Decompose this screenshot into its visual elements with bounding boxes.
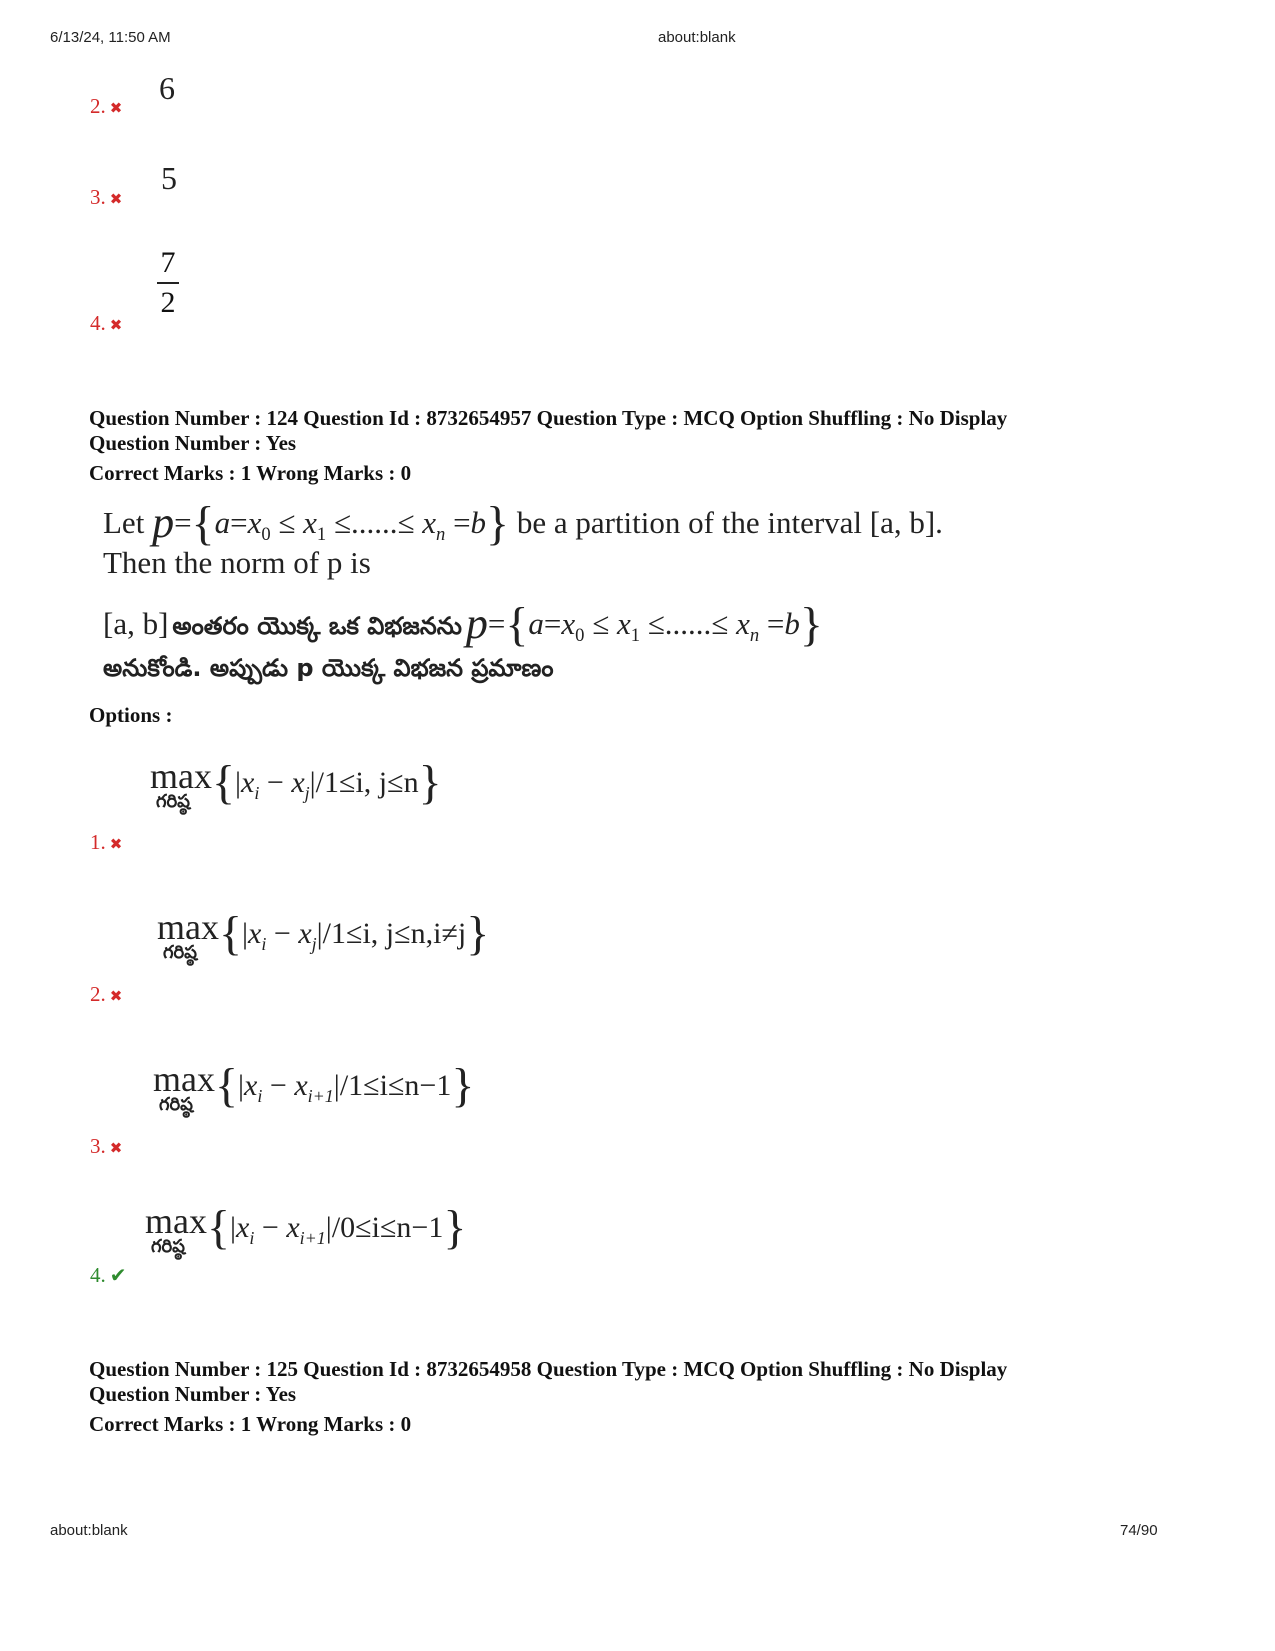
option-number: 2. <box>90 982 106 1006</box>
print-datetime: 6/13/24, 11:50 AM <box>50 29 171 46</box>
fraction-denominator: 2 <box>160 286 176 319</box>
option-expression-3: max గరిష్ఠ $\{|x_i - x_{i+1}|/1\le i\le n-1\}$ <box>153 1058 474 1119</box>
question-text-en-line1 <box>103 496 943 551</box>
option-2 <box>90 982 122 1007</box>
prev-option-4 <box>90 311 122 336</box>
cross-icon: ✖ <box>109 835 123 853</box>
option-number: 3. <box>90 185 106 209</box>
question-meta <box>89 406 1007 456</box>
text-partition: be a partition of the interval [a, b]. <box>516 505 943 540</box>
interval-ab: [a, b] <box>103 606 169 641</box>
page-number: 74/90 <box>1120 1522 1158 1539</box>
telugu-text: అంతరం యొక్క ఒక విభజనను <box>172 612 462 640</box>
option-fraction <box>157 248 179 318</box>
option-condition: /1≤i, j≤n,i≠j <box>322 917 467 950</box>
question-marks: Correct Marks : 1 Wrong Marks : 0 <box>89 1412 412 1436</box>
fraction-bar <box>157 282 179 284</box>
cross-icon: ✖ <box>109 987 123 1005</box>
option-1 <box>90 830 122 855</box>
question-meta-line1: Question Number : 125 Question Id : 8732654958 Question Type : MCQ Option Shuffling : No Display <box>89 1357 1008 1381</box>
fraction-numerator: 7 <box>160 246 176 279</box>
question-meta <box>89 1357 1007 1407</box>
partition-expression-te: $p=\{a=x_0 \le x_1$ ≤......≤ $x_n =b$} <box>465 598 823 651</box>
question-text-te-line1 <box>103 597 823 652</box>
check-icon: ✔ <box>109 1263 127 1287</box>
option-number: 4. <box>90 311 106 335</box>
option-number: 2. <box>90 94 106 118</box>
option-value: 5 <box>161 160 177 196</box>
question-text-te-line2: అనుకోండి. అప్పుడు p యొక్క విభజన ప్రమాణం <box>103 654 554 682</box>
max-label: max <box>153 1059 215 1099</box>
max-telugu-label: గరిష్ఠ <box>156 791 191 812</box>
question-marks: Correct Marks : 1 Wrong Marks : 0 <box>89 461 412 485</box>
question-text-en-line2: Then the norm of p is <box>103 545 371 580</box>
prev-option-3 <box>90 185 122 210</box>
option-expression-1: max గరిష్ఠ {$|x_i - x_j|/1\le i$, j≤n} <box>150 755 442 816</box>
cross-icon: ✖ <box>109 316 123 334</box>
option-condition: /1≤i≤n−1 <box>339 1069 452 1102</box>
option-number: 1. <box>90 830 106 854</box>
footer-url: about:blank <box>50 1522 128 1539</box>
question-meta-line2: Question Number : Yes <box>89 431 297 455</box>
option-number: 3. <box>90 1134 106 1158</box>
print-url: about:blank <box>658 29 736 46</box>
max-telugu-label: గరిష్ఠ <box>163 942 198 963</box>
cross-icon: ✖ <box>109 190 123 208</box>
option-expression-2: max గరిష్ఠ {$|x_i - x_j|/1\le i$, j≤n,i≠j} <box>157 906 489 967</box>
option-number: 4. <box>90 1263 106 1287</box>
prev-option-2 <box>90 94 122 119</box>
option-value: 6 <box>159 70 175 106</box>
text-let: Let <box>103 505 145 540</box>
cross-icon: ✖ <box>109 1139 123 1157</box>
question-meta-line2: Question Number : Yes <box>89 1382 297 1406</box>
option-condition: /1≤i, j≤n <box>315 766 419 799</box>
option-3 <box>90 1134 122 1159</box>
partition-expression: $p=\{a=x_0 \le x_1$ ≤......≤ $x_n =b$} <box>152 497 510 550</box>
option-condition: /0≤i≤n−1 <box>331 1211 444 1244</box>
options-label: Options : <box>89 703 173 727</box>
option-4 <box>90 1263 127 1288</box>
max-telugu-label: గరిష్ఠ <box>159 1094 194 1115</box>
max-label: max <box>150 756 212 796</box>
max-label: max <box>157 907 219 947</box>
cross-icon: ✖ <box>109 99 123 117</box>
max-telugu-label: గరిష్ఠ <box>151 1236 186 1257</box>
option-expression-4: max గరిష్ఠ $\{|x_i - x_{i+1}|/0\le i\le n-1\}$ <box>145 1200 466 1261</box>
question-meta-line1: Question Number : 124 Question Id : 8732654957 Question Type : MCQ Option Shuffling : No Display <box>89 406 1008 430</box>
max-label: max <box>145 1201 207 1241</box>
